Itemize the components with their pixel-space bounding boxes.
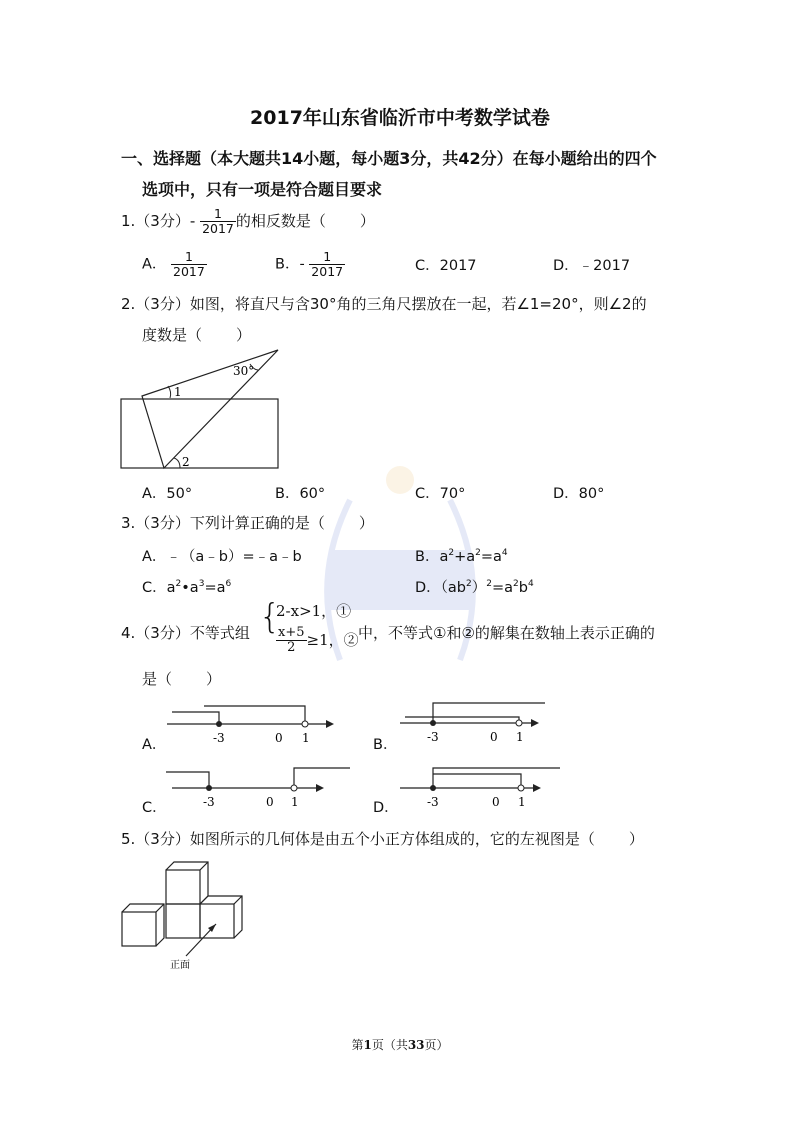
svg-text:0: 0	[266, 795, 274, 809]
q1-option-d[interactable]: D．﹣2017	[553, 258, 631, 274]
inequality-2: $\frac{x+5}{2}$ ≥1，②	[278, 625, 359, 656]
q3-option-b[interactable]: B．$a^2+a^2=a^4$	[415, 548, 508, 565]
q3-option-a[interactable]: A．﹣（a﹣b）=﹣a﹣b	[142, 549, 302, 565]
question-4-tail: 中，不等式①和②的解集在数轴上表示正确的	[358, 624, 655, 642]
q1-option-b[interactable]: B．- $\frac{1}{2017}$	[275, 249, 344, 279]
svg-text:1: 1	[516, 730, 524, 744]
number-line-d	[395, 760, 565, 810]
svg-text:-3: -3	[203, 795, 215, 809]
fraction: $\frac{1}{2017}$	[202, 206, 234, 236]
label-30-degree: 30°	[233, 364, 255, 378]
q2-option-d[interactable]: D．80°	[553, 486, 605, 502]
svg-text:1: 1	[302, 731, 310, 745]
question-2-line1: 2.（3分）如图，将直尺与含30°角的三角尺摆放在一起，若∠1=20°，则∠2的	[121, 295, 647, 313]
q4-option-a[interactable]: A．	[142, 737, 167, 753]
svg-text:-3: -3	[427, 730, 439, 744]
q4-option-b[interactable]: B．	[373, 737, 398, 753]
page-title: 2017年山东省临沂市中考数学试卷	[250, 107, 550, 129]
cubes-figure	[118, 856, 248, 974]
q4-option-c[interactable]: C．	[142, 800, 167, 816]
question-4-num: 4.（3分）不等式组	[121, 624, 250, 642]
svg-text:0: 0	[492, 795, 500, 809]
q4-option-d[interactable]: D．	[373, 800, 399, 816]
svg-text:0: 0	[275, 731, 283, 745]
page-footer: 第1页（共33页）	[351, 1038, 449, 1052]
svg-text:-3: -3	[427, 795, 439, 809]
q2-option-a[interactable]: A．50°	[142, 486, 193, 502]
ruler-triangle-figure	[118, 348, 282, 472]
question-4-line2: 是（ ）	[142, 670, 222, 688]
brace: {	[259, 597, 281, 637]
number-line-b	[395, 695, 555, 745]
svg-text:1: 1	[518, 795, 526, 809]
number-line-c	[162, 762, 357, 812]
svg-text:0: 0	[490, 730, 498, 744]
question-5: 5.（3分）如图所示的几何体是由五个小正方体组成的，它的左视图是（ ）	[121, 830, 644, 848]
number-line-a	[162, 700, 342, 750]
question-1: 1.（3分）- $\frac{1}{2017}$ 的相反数是（ ）	[121, 206, 375, 236]
q3-option-d[interactable]: D．$(ab^2)^2=a^2b^4$	[415, 579, 534, 596]
q2-option-b[interactable]: B．60°	[275, 486, 326, 502]
svg-text:-3: -3	[213, 731, 225, 745]
section-heading-line2: 选项中，只有一项是符合题目要求	[142, 180, 383, 199]
q1-option-c[interactable]: C．2017	[415, 258, 477, 274]
section-heading-line1: 一、选择题（本大题共14小题，每小题3分，共42分）在每小题给出的四个	[121, 149, 657, 168]
question-2-line2: 度数是（ ）	[142, 326, 252, 344]
inequality-1: 2-x>1，①	[276, 602, 352, 620]
q1-option-a[interactable]: A． $\frac{1}{2017}$	[142, 249, 205, 279]
svg-text:1: 1	[291, 795, 299, 809]
label-angle-1: 1	[174, 385, 182, 399]
q2-option-c[interactable]: C．70°	[415, 486, 466, 502]
label-front: 正面	[170, 960, 190, 971]
label-angle-2: 2	[182, 455, 190, 469]
question-3: 3.（3分）下列计算正确的是（ ）	[121, 514, 374, 532]
q3-option-c[interactable]: C．$a^2•a^3=a^6$	[142, 579, 232, 596]
watermark-logo	[300, 440, 500, 700]
